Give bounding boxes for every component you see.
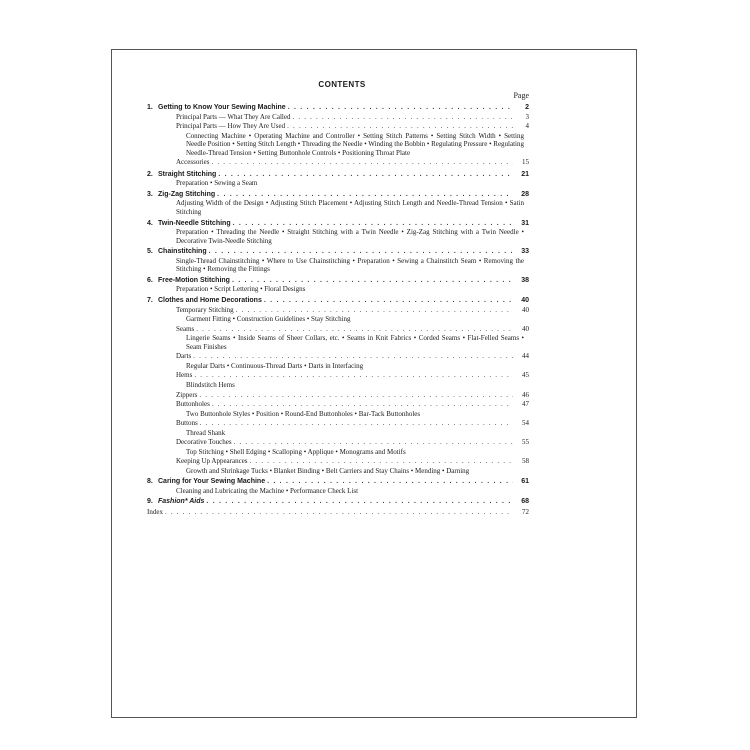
chapter-title: Getting to Know Your Sewing Machine	[158, 104, 286, 111]
toc-chapter-7[interactable]: 7. Clothes and Home Decorations . . . 40	[147, 296, 529, 306]
dot-leader	[264, 296, 513, 306]
toc-subtopics: Lingerie Seams • Inside Seams of Sheer Collars, etc. • Seams in Knit Fabrics • Corded Seams • Flat-Felled Seams • Seam Finishes	[186, 334, 524, 351]
dot-leader	[193, 352, 513, 362]
toc-chapter-3[interactable]: 3. Zig-Zag Stitching . . . 28	[147, 190, 529, 200]
toc-chapter-5[interactable]: 5. Chainstitching . . . 33	[147, 247, 529, 257]
toc-entry-parts-used[interactable]: Principal Parts — How They Are Used . . . 4	[147, 122, 529, 132]
chapter-title: Twin-Needle Stitching	[158, 219, 231, 227]
toc-subtopics: Thread Shank	[186, 428, 226, 437]
dot-leader	[218, 170, 513, 180]
dot-leader	[217, 190, 513, 200]
page-number: 68	[521, 498, 529, 506]
toc-subtopics: Garment Fitting • Construction Guidelines • Stay Stitching	[186, 315, 351, 324]
toc-subtopics: Cleaning and Lubricating the Machine • Performance Check List	[176, 486, 359, 495]
dot-leader	[199, 391, 513, 401]
toc-entry-parts-called[interactable]: Principal Parts — What They Are Called . . . 3	[147, 113, 529, 123]
dot-leader	[236, 306, 513, 316]
chapter-title: Clothes and Home Decorations	[158, 297, 262, 305]
dot-leader	[250, 457, 513, 467]
toc-chapter-2[interactable]: 2. Straight Stitching . . . 21	[147, 170, 529, 180]
dot-leader	[212, 400, 513, 410]
dot-leader	[234, 438, 513, 448]
dot-leader	[287, 122, 513, 132]
dot-leader	[211, 158, 513, 168]
dot-leader	[288, 103, 513, 113]
toc-subtopics: Preparation • Sewing a Seam	[176, 179, 258, 188]
dot-leader	[233, 219, 513, 229]
page-number: 61	[521, 478, 529, 486]
toc-chapter-4[interactable]: 4. Twin-Needle Stitching . . . 31	[147, 219, 529, 229]
page-number: 21	[521, 170, 529, 178]
dot-leader	[194, 371, 513, 381]
chapter-title: Straight Stitching	[158, 170, 217, 178]
chapter-title: Fashion* Aids	[158, 498, 205, 506]
page-number: 38	[521, 276, 529, 284]
dot-leader	[267, 477, 513, 487]
toc-entry-buttonholes[interactable]: Buttonholes . . . 47	[147, 400, 529, 410]
dot-leader	[200, 419, 513, 429]
page-number: 2	[525, 104, 529, 111]
chapter-title: Free-Motion Stitching	[158, 276, 230, 284]
toc-entry-hems[interactable]: Hems . . . 45	[147, 371, 529, 381]
page-column-header: Page	[513, 91, 529, 100]
page-number: 40	[521, 297, 529, 305]
dot-leader	[292, 113, 513, 123]
chapter-title: Zig-Zag Stitching	[158, 190, 216, 198]
toc-subtopics: Blindstitch Hems	[186, 380, 235, 389]
dot-leader	[165, 508, 513, 518]
toc-chapter-6[interactable]: 6. Free-Motion Stitching . . . 38	[147, 276, 529, 286]
toc-entry-zippers[interactable]: Zippers . . . 46	[147, 391, 529, 401]
chapter-title: Caring for Your Sewing Machine	[158, 478, 266, 486]
toc-chapter-1[interactable]: 1. Getting to Know Your Sewing Machine . . . 2	[147, 103, 529, 113]
toc-subtopics: Preparation • Threading the Needle • Straight Stitching with a Twin Needle • Zig-Zag Stitching with a Twin Needle • Decorative Twin-Needle Stitching	[176, 228, 524, 245]
toc-chapter-8[interactable]: 8. Caring for Your Sewing Machine . . . 61	[147, 477, 529, 487]
toc-subtopics: Regular Darts • Continuous-Thread Darts • Darts in Interfacing	[186, 361, 364, 370]
page-number: 28	[521, 190, 529, 198]
toc-subtopics: Adjusting Width of the Design • Adjusting Stitch Placement • Adjusting Stitch Length and Needle-Thread Tension • Satin Stitching	[176, 199, 524, 216]
dot-leader	[206, 497, 513, 507]
dot-leader	[232, 276, 513, 286]
page-number: 31	[521, 219, 529, 227]
page-number: 33	[521, 248, 529, 256]
toc-entry-darts[interactable]: Darts . . . 44	[147, 352, 529, 362]
table-of-contents	[147, 79, 529, 517]
dot-leader	[196, 325, 513, 335]
toc-entry-seams[interactable]: Seams . . . 40	[147, 325, 529, 335]
chapter-title: Chainstitching	[158, 248, 207, 256]
toc-subtopics: Growth and Shrinkage Tucks • Blanket Binding • Belt Carriers and Stay Chains • Mending • Darning	[186, 466, 470, 475]
dot-leader	[209, 247, 513, 257]
toc-subtopics: Preparation • Script Lettering • Floral Designs	[176, 285, 306, 294]
toc-entry-decorative-touches[interactable]: Decorative Touches . . . 55	[147, 438, 529, 448]
toc-entry-index[interactable]: Index . . . 72	[147, 508, 529, 518]
page-title: CONTENTS	[318, 80, 366, 89]
toc-subtopics: Top Stitching • Shell Edging • Scalloping • Applique • Monograms and Motifs	[186, 447, 406, 456]
toc-chapter-9[interactable]: 9. Fashion* Aids . . . 68	[147, 497, 529, 507]
toc-entry-accessories[interactable]: Accessories . . . 15	[147, 158, 529, 168]
toc-entry-keeping-up-appearances[interactable]: Keeping Up Appearances . . . 58	[147, 457, 529, 467]
toc-subtopics: Connecting Machine • Operating Machine and Controller • Setting Stitch Patterns • Setting Stitch Width • Setting Needle Position • Setting Stitch Length • Threading the Needle • Winding the Bobbin • Regulating Pressure • Regulating Needle-Thread Tension • Setting Buttonhole Controls • Positioning Throat Plate	[186, 131, 524, 157]
toc-subtopics: Single-Thread Chainstitching • Where to Use Chainstitching • Preparation • Sewing a Chainstitch Seam • Removing the Stitching • Removing the Fittings	[176, 256, 524, 274]
toc-subtopics: Two Buttonhole Styles • Position • Round-End Buttonholes • Bar-Tack Buttonholes	[186, 409, 421, 418]
toc-entry-buttons[interactable]: Buttons . . . 54	[147, 419, 529, 429]
toc-entry-temporary-stitching[interactable]: Temporary Stitching . . . 40	[147, 306, 529, 316]
